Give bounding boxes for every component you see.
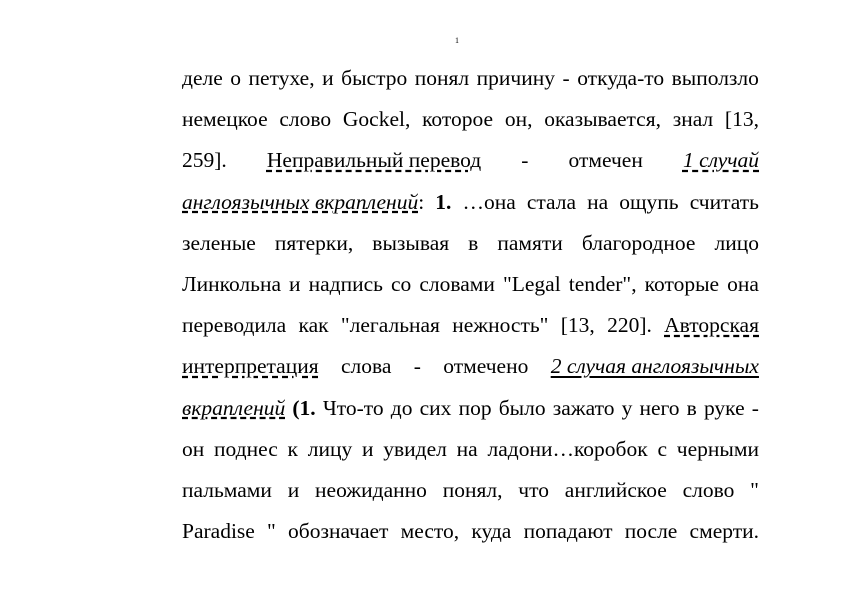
word: благородное <box>581 230 696 255</box>
word: tender", <box>568 271 637 296</box>
word: черными <box>676 436 759 461</box>
word: вызывая <box>372 230 450 255</box>
word: смерти. <box>689 519 759 544</box>
word: она <box>727 271 759 296</box>
word: место, <box>400 519 460 544</box>
word: [13, <box>560 313 595 338</box>
word: Gockel, <box>342 107 411 132</box>
text-line <box>182 223 759 264</box>
word: которое <box>422 107 494 132</box>
word: быстро <box>341 66 408 90</box>
word: выползло <box>671 66 759 90</box>
text-line <box>182 346 759 387</box>
word: до <box>390 395 413 420</box>
word: он, <box>504 107 533 132</box>
word: слово <box>279 107 332 132</box>
word: оказывается, <box>544 107 661 132</box>
page-number: 1 <box>455 36 459 45</box>
word: зажато <box>552 395 615 420</box>
term-wrong-translation: Неправильный перевод <box>266 148 482 173</box>
word: памяти <box>497 230 563 255</box>
word: Paradise <box>182 519 255 544</box>
text-line <box>182 264 759 305</box>
word: отмечено <box>443 354 529 379</box>
text-line <box>182 429 759 470</box>
word: знал <box>672 107 714 132</box>
word: сих <box>419 395 452 420</box>
word: - <box>751 395 759 420</box>
case-label-inclusions: англоязычных вкраплений <box>182 189 419 214</box>
case-count-two: 2 случая англоязычных <box>550 354 759 379</box>
word: на <box>456 436 478 461</box>
word: как <box>298 313 329 338</box>
word: ладони…коробок <box>487 436 648 461</box>
word: "Legal <box>502 271 561 296</box>
word: обозначает <box>288 519 389 544</box>
word: понял, <box>442 477 503 502</box>
word: поднес <box>214 436 278 461</box>
word: Линкольна <box>182 271 281 296</box>
word: нежность" <box>452 313 549 338</box>
word: лицо <box>714 230 759 255</box>
text-line <box>182 388 759 429</box>
word: пор <box>458 395 492 420</box>
word: пальмами <box>182 477 272 502</box>
word: надпись <box>308 271 383 296</box>
word: него <box>639 395 680 420</box>
word: немецкое <box>182 107 268 132</box>
word: что <box>518 477 549 502</box>
word: отмечен <box>568 148 643 173</box>
word: было <box>498 395 546 420</box>
word: о <box>230 66 242 90</box>
term-author-interpretation: Авторская <box>664 313 759 338</box>
word: в <box>686 395 697 420</box>
word: откуда-то <box>577 66 665 90</box>
word: Что-то <box>322 395 384 420</box>
text-line <box>182 140 759 181</box>
word: с <box>657 436 668 461</box>
word: деле <box>182 66 223 90</box>
word: попадают <box>523 519 613 544</box>
word: 259]. <box>182 148 227 173</box>
text-line <box>182 182 759 223</box>
text-line <box>182 511 759 552</box>
word: …она <box>462 189 516 214</box>
word: словами <box>419 271 495 296</box>
term-interpretation: интерпретация <box>182 354 319 379</box>
text-line <box>182 470 759 511</box>
document-body <box>182 58 759 552</box>
word: он <box>182 436 205 461</box>
word: стала <box>526 189 577 214</box>
word: пятерки, <box>274 230 354 255</box>
word: которые <box>644 271 720 296</box>
word: - <box>562 66 570 90</box>
word: в <box>468 230 479 255</box>
word: увидел <box>383 436 447 461</box>
word: у <box>621 395 633 420</box>
word: и <box>322 66 334 90</box>
case-label-inclusions-2: вкраплений <box>182 395 286 420</box>
word: петухе, <box>248 66 315 90</box>
word: - <box>521 148 529 173</box>
word: со <box>391 271 412 296</box>
example-number: (1. <box>292 395 316 420</box>
word: 220]. <box>607 313 652 338</box>
word: после <box>624 519 678 544</box>
word: слова <box>340 354 392 379</box>
word: считать <box>689 189 759 214</box>
word: английское <box>564 477 667 502</box>
word: " <box>267 519 276 544</box>
word: и <box>287 477 300 502</box>
word: переводила <box>182 313 287 338</box>
word: лицу <box>307 436 353 461</box>
word: и <box>289 271 301 296</box>
word: и <box>361 436 374 461</box>
word: руке <box>703 395 745 420</box>
word: причину <box>476 66 555 90</box>
case-count-one: 1 случай <box>682 148 759 173</box>
word: понял <box>414 66 470 90</box>
text-line <box>182 305 759 346</box>
word: на <box>587 189 609 214</box>
word: зеленые <box>182 230 256 255</box>
text-line <box>182 99 759 140</box>
example-number: 1. <box>435 189 452 214</box>
colon: : <box>418 189 425 214</box>
word: неожиданно <box>315 477 427 502</box>
word: [13, <box>724 107 759 132</box>
word: ощупь <box>619 189 679 214</box>
word: "легальная <box>340 313 440 338</box>
text-line <box>182 58 759 99</box>
word: - <box>413 354 421 379</box>
word: куда <box>471 519 512 544</box>
word: к <box>287 436 298 461</box>
word: слово <box>682 477 735 502</box>
word: " <box>750 477 759 502</box>
